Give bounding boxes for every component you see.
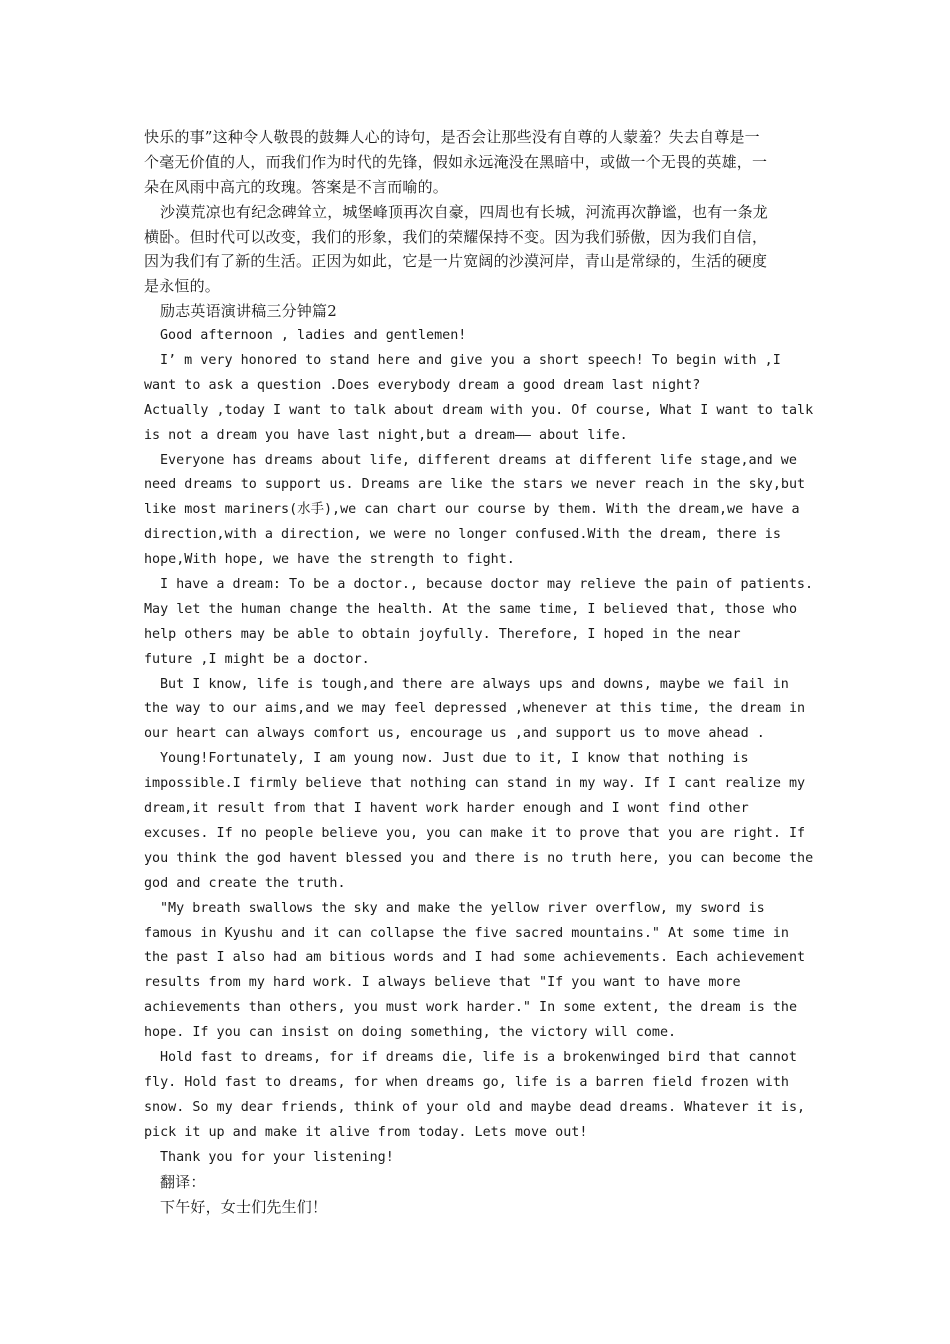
text-line: I have a dream: To be a doctor., because doctor may relieve the pain of patients. [160,577,814,593]
text-line: help others may be able to obtain joyfully. Therefore, I hoped in the near [144,626,741,642]
text-line: is not a dream you have last night,but a dream—— about life. [144,427,628,443]
text-line: god and create the truth. [144,875,346,891]
text-line: 励志英语演讲稿三分钟篇2 [160,302,337,321]
text-line: Everyone has dreams about life, different dreams at different life stage,and we [160,452,797,468]
text-line: snow. So my dear friends, think of your old and maybe dead dreams. Whatever it is, [144,1099,806,1115]
text-line: 是永恒的。 [144,277,221,296]
text-line: the past I also had am bitious words and I had some achievements. Each achievement [144,950,806,966]
text-line: May let the human change the health. At the same time, I believed that, those who [144,601,798,617]
text-line: the way to our aims,and we may feel depressed ,whenever at this time, the dream in [144,701,806,717]
text-line: like most mariners(水手),we can chart our course by them. With the dream,we have a [144,502,800,518]
text-line: 横卧。但时代可以改变，我们的形象，我们的荣耀保持不变。因为我们骄傲，因为我们自信， [144,227,768,246]
document-body [144,125,812,1220]
text-line: achievements than others, you must work harder." In some extent, the dream is the [144,1000,798,1016]
text-line: "My breath swallows the sky and make the yellow river overflow, my sword is [160,900,765,916]
text-line: direction,with a direction, we were no longer confused.With the dream, there is [144,527,781,543]
text-line: dream,it result from that I havent work harder enough and I wont find other [144,801,749,817]
text-line: hope,With hope, we have the strength to fight. [144,552,515,568]
text-line: 快乐的事”这种令人敬畏的鼓舞人心的诗句，是否会让那些没有自尊的人蒙羞？失去自尊是一 [144,128,760,146]
text-line: 翻译： [160,1173,206,1192]
text-line: pick it up and make it alive from today. Lets move out! [144,1124,588,1140]
text-line: Actually ,today I want to talk about dream with you. Of course, What I want to talk [144,402,814,418]
text-line: Thank you for your listening! [160,1149,394,1165]
text-line: But I know, life is tough,and there are always ups and downs, maybe we fail in [160,676,789,692]
text-line: 下午好，女士们先生们！ [160,1198,328,1217]
text-line: need dreams to support us. Dreams are like the stars we never reach in the sky,but [144,477,806,493]
text-line: 因为我们有了新的生活。正因为如此，它是一片宽阔的沙漠河岸，青山是常绿的，生活的硬度 [144,252,768,271]
text-line: 沙漠荒凉也有纪念碑耸立，城堡峰顶再次自豪，四周也有长城，河流再次静谧，也有一条龙 [160,202,769,221]
text-line: excuses. If no people believe you, you can make it to prove that you are right. If [144,825,806,841]
text-line: hope. If you can insist on doing something, the victory will come. [144,1025,677,1041]
text-line: Young!Fortunately, I am young now. Just due to it, I know that nothing is [160,751,749,767]
text-line: Hold fast to dreams, for if dreams die, life is a brokenwinged bird that cannot [160,1049,797,1065]
text-line: our heart can always comfort us, encourage us ,and support us to move ahead . [144,726,765,742]
text-line: famous in Kyushu and it can collapse the five sacred mountains." At some time in [144,925,789,941]
text-line: you think the god havent blessed you and there is no truth here, you can become the [144,850,814,866]
text-line: results from my hard work. I always believe that "If you want to have more [144,975,741,991]
text-line: impossible.I firmly believe that nothing can stand in my way. If I cant realize my [144,776,806,792]
text-line: 个毫无价值的人，而我们作为时代的先锋，假如永远淹没在黑暗中，或做一个无畏的英雄，一 [144,152,768,171]
text-line: fly. Hold fast to dreams, for when dreams go, life is a barren field frozen with [144,1074,789,1090]
text-line: want to ask a question .Does everybody dream a good dream last night? [144,377,701,393]
text-line: future ,I might be a doctor. [144,651,370,667]
text-line: 朵在风雨中高亢的玫瑰。答案是不言而喻的。 [144,177,449,196]
text-line: I’ m very honored to stand here and give you a short speech! To begin with ,I [160,353,781,369]
text-line: Good afternoon , ladies and gentlemen! [160,328,467,344]
